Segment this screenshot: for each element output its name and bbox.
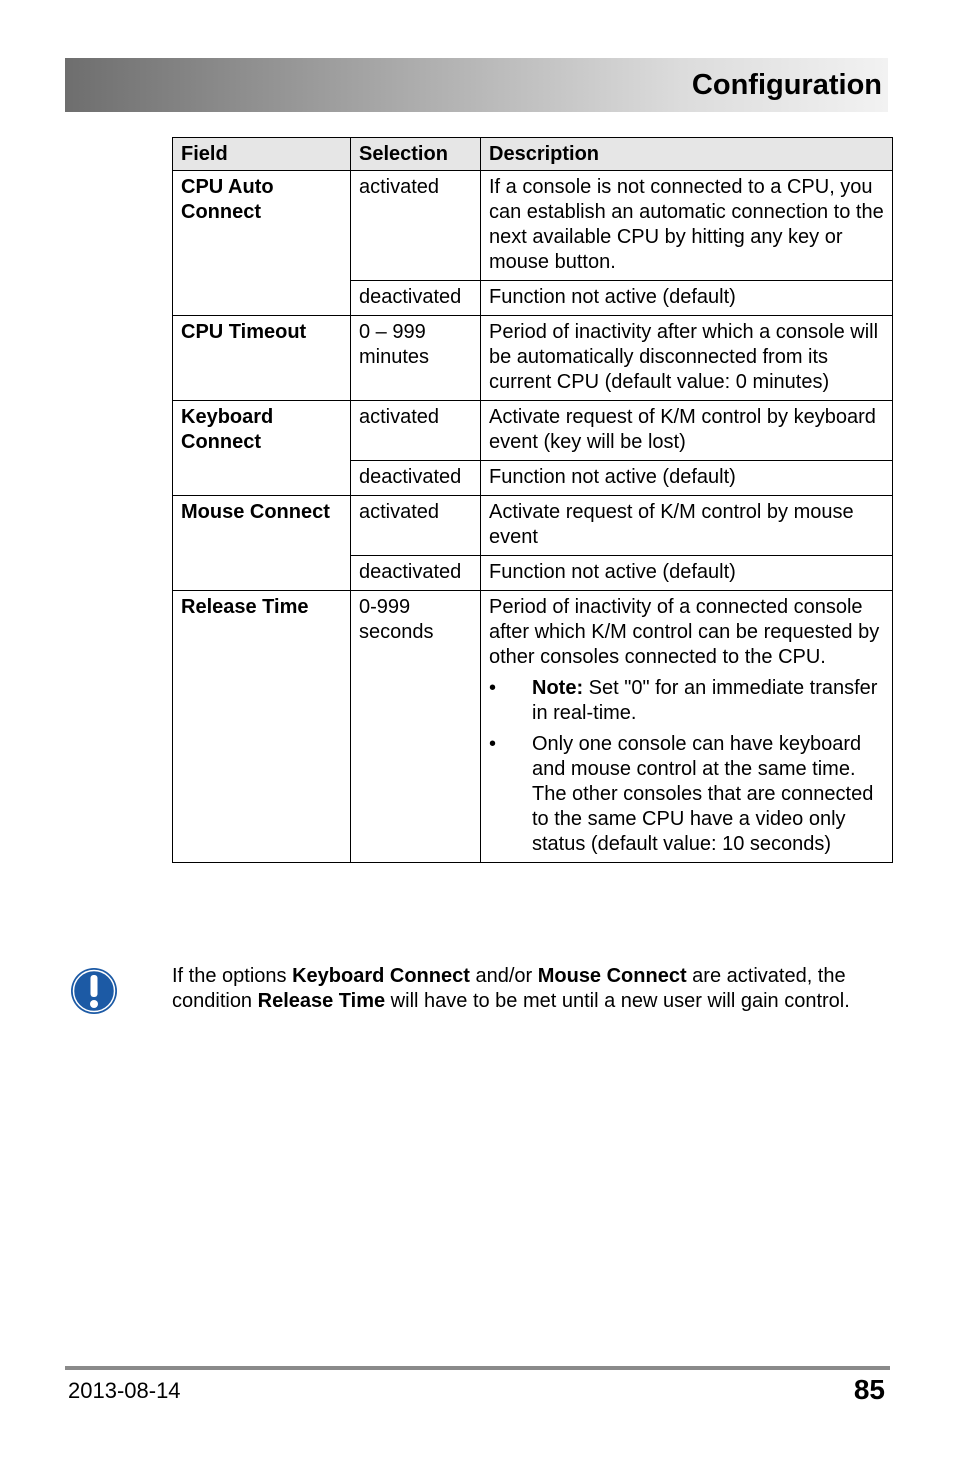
description-cell: Function not active (default) — [481, 281, 893, 316]
note-emphasis-mouse-connect: Mouse Connect — [537, 965, 687, 987]
selection-cell: 0 – 999 minutes — [351, 316, 481, 401]
selection-cell: 0-999 seconds — [351, 591, 481, 863]
table-row — [173, 316, 893, 401]
field-cell: Keyboard Connect — [173, 401, 351, 496]
description-cell: Function not active (default) — [481, 461, 893, 496]
selection-cell: activated — [351, 171, 481, 281]
description-paragraph: Period of inactivity of a connected console after which K/M control can be requested by other consoles connected to the CPU. — [489, 596, 880, 668]
footer-date: 2013-08-14 — [68, 1378, 181, 1403]
page-title: Configuration — [691, 69, 882, 101]
note-text-part: If the options — [172, 965, 293, 987]
description-cell: Activate request of K/M control by mouse event — [481, 496, 893, 556]
list-item-text: Set "0" for an immediate transfer in real-time. — [532, 677, 878, 724]
table-row — [173, 591, 893, 863]
note-text-part: will have to be met until a new user will gain control. — [385, 990, 850, 1012]
footer-divider — [65, 1366, 890, 1370]
list-item-text: Only one console can have keyboard and mouse control at the same time. The other consoles that are connected to the same CPU have a video only status (default value: 10 seconds) — [532, 733, 874, 855]
description-cell: Function not active (default) — [481, 556, 893, 591]
table-header-row — [173, 138, 893, 171]
note-text — [172, 964, 887, 1014]
note-label: Note: — [532, 677, 584, 699]
field-cell: CPU Timeout — [173, 316, 351, 401]
page-number: 85 — [853, 1374, 885, 1405]
column-header-selection: Selection — [351, 138, 481, 171]
selection-cell: deactivated — [351, 461, 481, 496]
bullet-icon: • — [489, 677, 497, 699]
description-cell: Period of inactivity after which a console will be automatically disconnected from its current CPU (default value: 0 minutes) — [481, 316, 893, 401]
column-header-field: Field — [173, 138, 351, 171]
table-row — [173, 496, 893, 556]
exclamation-icon — [70, 967, 118, 1015]
bullet-icon: • — [489, 733, 497, 755]
list-item — [489, 676, 884, 726]
configuration-table — [172, 137, 893, 863]
note-text-part: are activated, the condition — [172, 965, 846, 1012]
note-emphasis-keyboard-connect: Keyboard Connect — [292, 965, 470, 987]
table-row — [173, 171, 893, 281]
note-text-part: and/or — [469, 965, 538, 987]
description-cell: If a console is not connected to a CPU, you can establish an automatic connection to the next available CPU by hitting any key or mouse button. — [481, 171, 893, 281]
selection-cell: deactivated — [351, 281, 481, 316]
column-header-description: Description — [481, 138, 893, 171]
note-emphasis-release-time: Release Time — [257, 990, 386, 1012]
description-cell: Activate request of K/M control by keyboard event (key will be lost) — [481, 401, 893, 461]
field-cell: Mouse Connect — [173, 496, 351, 591]
description-cell — [481, 591, 893, 863]
header-bar — [65, 58, 888, 112]
selection-cell: deactivated — [351, 556, 481, 591]
field-cell: CPU Auto Connect — [173, 171, 351, 316]
selection-cell: activated — [351, 496, 481, 556]
field-cell: Release Time — [173, 591, 351, 863]
list-item — [489, 732, 884, 857]
bullet-list — [489, 676, 884, 857]
table-row — [173, 401, 893, 461]
selection-cell: activated — [351, 401, 481, 461]
